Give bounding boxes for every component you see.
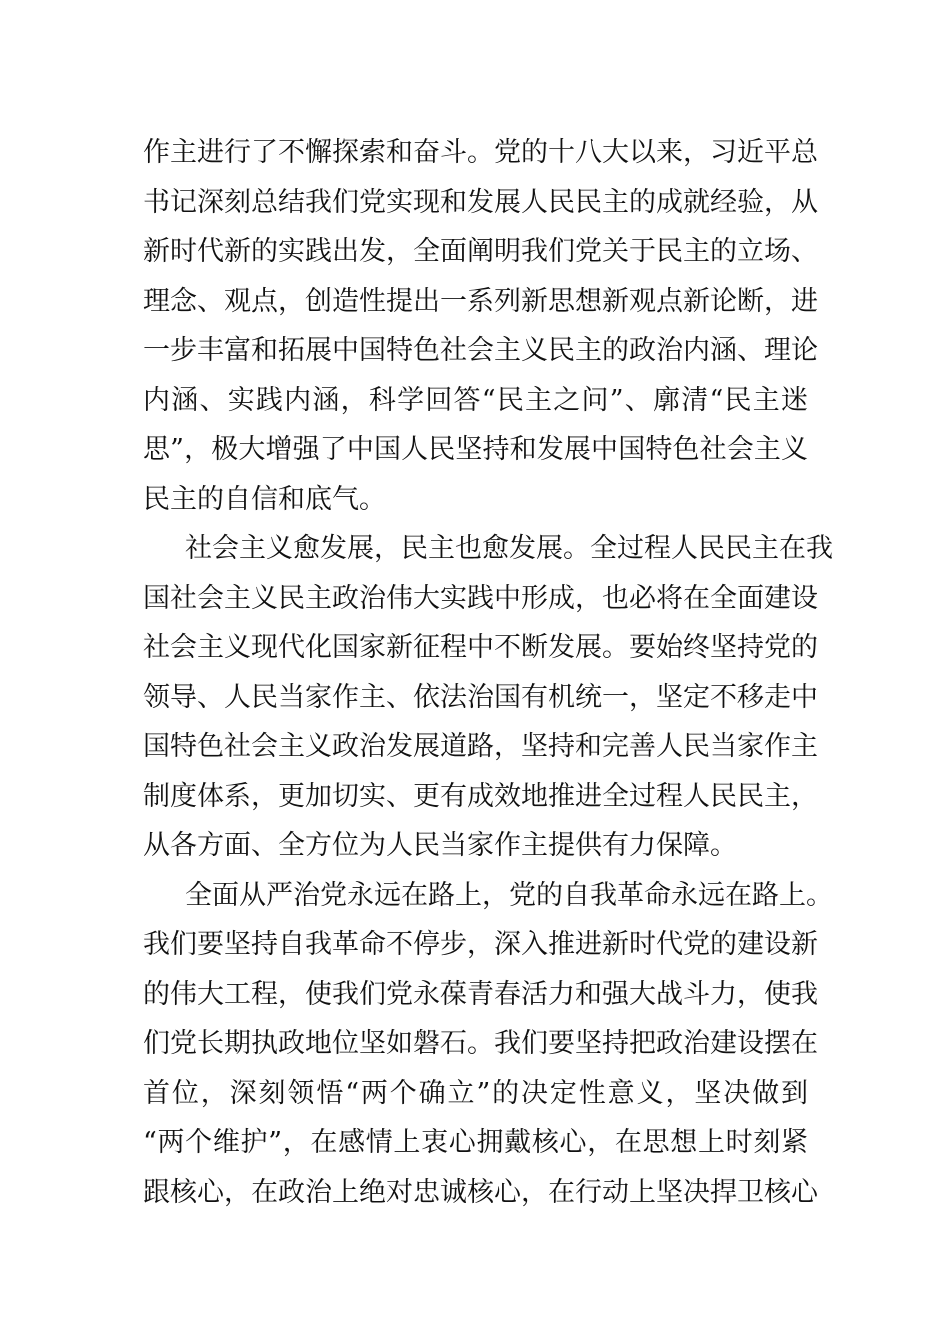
text-line: 领导、人民当家作主、依法治国有机统一，坚定不移走中 — [143, 681, 818, 713]
text-line: 社会主义愈发展，民主也愈发展。全过程人民民主在我 — [185, 533, 833, 564]
text-line: 一步丰富和拓展中国特色社会主义民主的政治内涵、理论 — [143, 335, 818, 366]
text-line: 书记深刻总结我们党实现和发展人民民主的成就经验，从 — [143, 186, 818, 218]
text-line: 制度体系，更加切实、更有成效地推进全过程人民民主， — [143, 780, 818, 812]
text-line: 们党长期执政地位坚如磐石。我们要坚持把政治建设摆在 — [143, 1028, 818, 1059]
text-line: 民主的自信和底气。 — [143, 483, 386, 515]
text-line: 新时代新的实践出发，全面阐明我们党关于民主的立场、 — [143, 236, 818, 267]
text-line: 理念、观点，创造性提出一系列新思想新观点新论断，进 — [143, 285, 818, 317]
text-line: 国特色社会主义政治发展道路，坚持和完善人民当家作主 — [143, 731, 818, 762]
text-line: 跟核心，在政治上绝对忠诚核心，在行动上坚决捍卫核心 — [143, 1176, 818, 1208]
paragraph-3 — [143, 871, 833, 1218]
text-line: 内涵、实践内涵，科学回答“民主之问”、廓清“民主迷 — [143, 384, 808, 416]
paragraph-2 — [143, 524, 833, 871]
text-line: 全面从严治党永远在路上，党的自我革命永远在路上。 — [185, 879, 833, 911]
text-line: “两个维护”，在感情上衷心拥戴核心，在思想上时刻紧 — [143, 1127, 808, 1158]
text-line: 国社会主义民主政治伟大实践中形成，也必将在全面建设 — [143, 582, 818, 614]
text-line: 作主进行了不懈探索和奋斗。党的十八大以来，习近平总 — [143, 137, 818, 168]
text-line: 社会主义现代化国家新征程中不断发展。要始终坚持党的 — [143, 632, 818, 663]
text-line: 思”，极大增强了中国人民坚持和发展中国特色社会主义 — [143, 434, 808, 465]
document-body — [143, 128, 833, 1217]
text-line: 的伟大工程，使我们党永葆青春活力和强大战斗力，使我 — [143, 978, 818, 1010]
paragraph-1 — [143, 128, 818, 524]
text-line: 从各方面、全方位为人民当家作主提供有力保障。 — [143, 830, 737, 861]
text-line: 我们要坚持自我革命不停步，深入推进新时代党的建设新 — [143, 929, 818, 960]
text-line: 首位，深刻领悟“两个确立”的决定性意义，坚决做到 — [143, 1077, 808, 1109]
